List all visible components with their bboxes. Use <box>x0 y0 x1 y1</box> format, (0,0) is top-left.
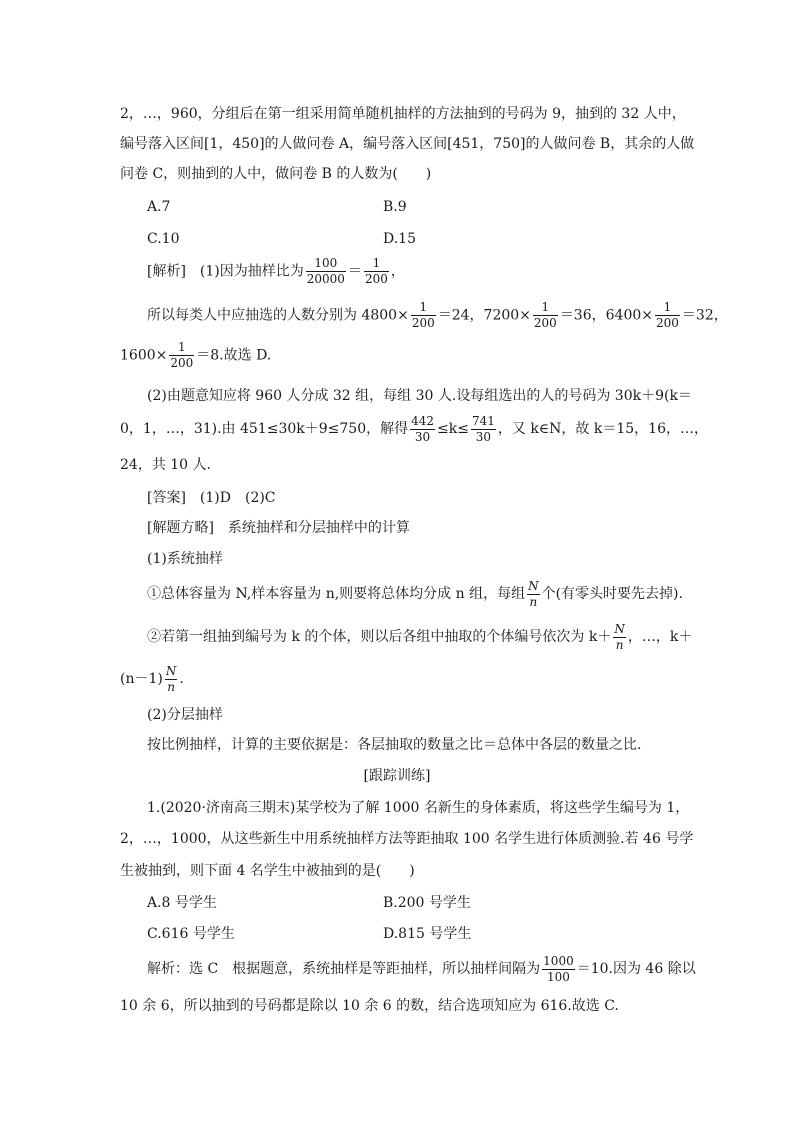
problem-line-2: 编号落入区间[1，450]的人做问卷 A，编号落入区间[451，750]的人做问卷 B，其余的人做 <box>120 136 695 152</box>
strategy-bullet-2-cont: (n－1) $\frac{N}{n}$ . <box>120 663 184 694</box>
follow-q-line-2: 2，…，1000，从这些新生中用系统抽样方法等距抽取 100 名学生进行体质测验.若 46 号学 <box>120 831 694 847</box>
option-b: B.9 <box>383 199 407 215</box>
option2-b: B.200 号学生 <box>383 895 471 911</box>
problem-line-3: 问卷 C，则抽到的人中，做问卷 B 的人数为( ) <box>120 166 432 182</box>
strategy-title: [解题方略] 系统抽样和分层抽样中的计算 <box>147 520 410 536</box>
option2-d: D.815 号学生 <box>383 926 472 942</box>
strategy-bullet-1: ①总体容量为 N,样本容量为 n,则要将总体均分成 n 组，每组 $\frac{N}{n}$ 个(有零头时要先去掉). <box>147 578 683 609</box>
solution-line-1: 解析：选 C 根据题意，系统抽样是等距抽样，所以抽样间隔为 $\frac{1000}{100}$ ＝10.因为 46 除以 <box>147 953 696 984</box>
answer-line: [答案] (1)D (2)C <box>147 490 276 506</box>
analysis-line-6: 24，共 10 人. <box>120 457 211 473</box>
strategy-stratified-heading: (2)分层抽样 <box>147 707 223 723</box>
analysis-line-1: [解析] (1)因为抽样比为 $\frac{100}{20000}$ ＝ $\frac{1}{200}$ ， <box>147 256 405 286</box>
strategy-bullet-2: ②若第一组抽到编号为 k 的个体，则以后各组中抽取的个体编号依次为 k＋ $\frac{N}{n}$ ，…，k＋ <box>147 621 693 652</box>
analysis-line-3: 1600× $\frac{1}{200}$ ＝8.故选 D. <box>120 340 272 370</box>
option-a: A.7 <box>147 199 171 215</box>
fraction: $\frac{100}{20000}$ <box>306 256 345 286</box>
follow-heading: [跟踪训练] <box>363 768 431 784</box>
solution-line-2: 10 余 6，所以抽到的号码都是除以 10 余 6 的数，结合选项知应为 616.故选 C. <box>120 998 619 1014</box>
strategy-systematic-heading: (1)系统抽样 <box>147 551 223 567</box>
option2-c: C.616 号学生 <box>147 926 235 942</box>
option2-a: A.8 号学生 <box>147 895 217 911</box>
follow-q-line-1: 1.(2020·济南高三期末)某学校为了解 1000 名新生的身体素质，将这些学生编号为 1， <box>147 800 690 816</box>
follow-q-line-3: 生被抽到，则下面 4 名学生中被抽到的是( ) <box>120 863 415 879</box>
fraction: $\frac{1}{200}$ <box>364 256 388 286</box>
analysis-line-2: 所以每类人中应抽选的人数分别为 4800× $\frac{1}{200}$ ＝24，7200× $\frac{1}{200}$ ＝36，6400× $\frac{1}{200}$ ＝32， <box>147 300 728 330</box>
problem-line-1: 2，…，960，分组后在第一组采用简单随机抽样的方法抽到的号码为 9，抽到的 32 人中， <box>120 106 686 122</box>
option-c: C.10 <box>147 231 180 247</box>
analysis-line-4: (2)由题意知应将 960 人分成 32 组，每组 30 人.设每组选出的人的号码为 30k＋9(k＝ <box>147 388 692 404</box>
option-d: D.15 <box>383 231 416 247</box>
analysis-line-5: 0，1，…，31).由 451≤30k＋9≤750，解得 $\frac{442}{30}$ ≤k≤ $\frac{741}{30}$ ，又 k∈N，故 k＝15，16，…， <box>120 413 708 444</box>
strategy-stratified-text: 按比例抽样，计算的主要依据是：各层抽取的数量之比＝总体中各层的数量之比. <box>147 737 642 753</box>
